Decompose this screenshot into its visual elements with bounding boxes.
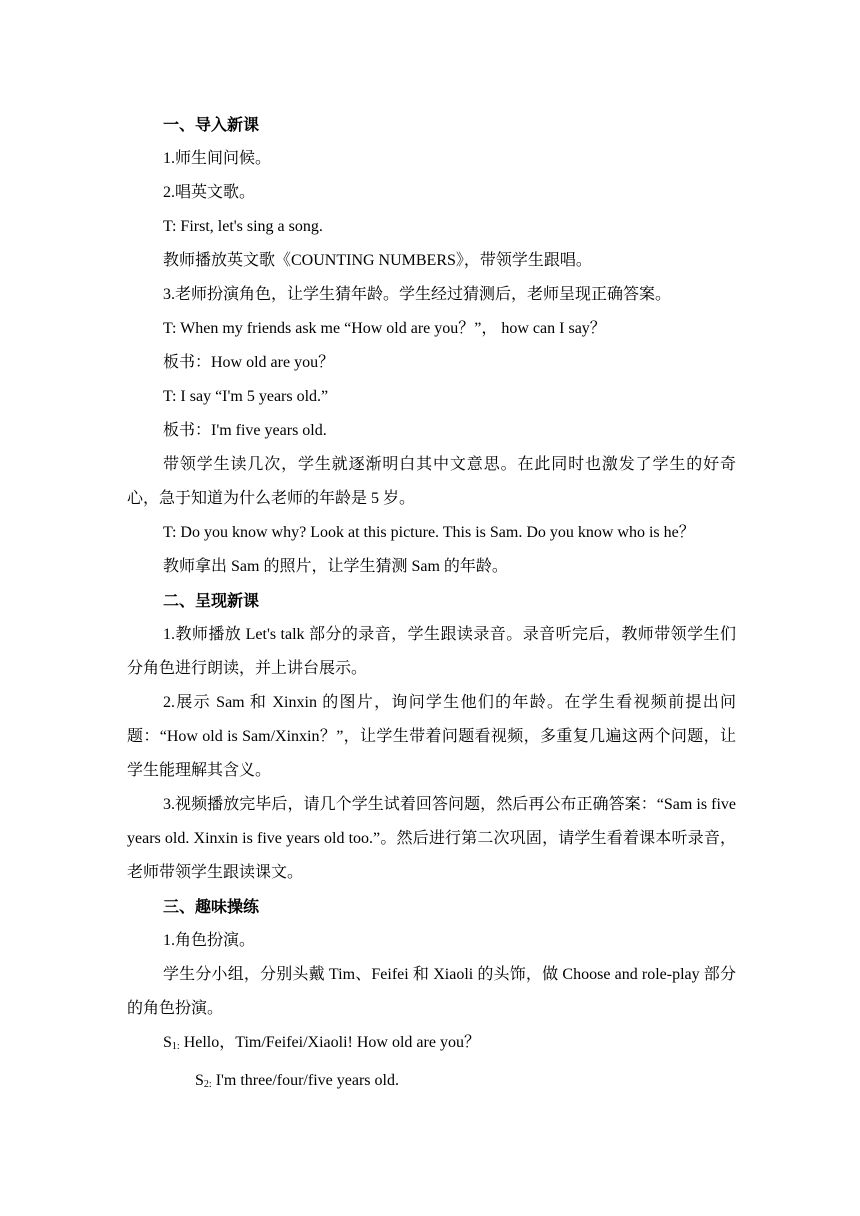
speaker-label: S <box>163 1034 172 1051</box>
paragraph: 教师拿出 Sam 的照片，让学生猜测 Sam 的年龄。 <box>163 558 508 575</box>
paragraph: 2.展示 Sam 和 Xinxin 的图片，询问学生他们的年龄。在学生看视频前提出问题：“How old is Sam/Xinxin？”，让学生带着问题看视频，多重复几遍这两个问题，让学生能理解其含义。 <box>127 694 736 779</box>
section-heading-3: 三、趣味操练 <box>163 897 260 916</box>
paragraph: 板书：I'm five years old. <box>163 422 327 439</box>
dialogue-text: I'm three/four/five years old. <box>211 1072 399 1089</box>
dialogue-text: Hello，Tim/Feifei/Xiaoli! How old are you？ <box>179 1034 480 1051</box>
paragraph: 教师播放英文歌《COUNTING NUMBERS》，带领学生跟唱。 <box>163 252 592 269</box>
paragraph: 带领学生读几次，学生就逐渐明白其中文意思。在此同时也激发了学生的好奇心，急于知道为什么老师的年龄是 5 岁。 <box>127 456 736 507</box>
speaker-label: S <box>195 1072 204 1089</box>
paragraph: 1.师生间问候。 <box>163 150 272 167</box>
speaker-subscript: 2: <box>203 1079 212 1090</box>
paragraph: 学生分小组，分别头戴 Tim、Feifei 和 Xiaoli 的头饰，做 Choose and role-play 部分的角色扮演。 <box>127 966 736 1017</box>
paragraph: T: Do you know why? Look at this picture. This is Sam. Do you know who is he？ <box>163 524 695 541</box>
paragraph: 板书：How old are you？ <box>163 354 335 371</box>
paragraph: 1.教师播放 Let's talk 部分的录音，学生跟读录音。录音听完后，教师带领学生们分角色进行朗读，并上讲台展示。 <box>127 626 736 677</box>
paragraph: 1.角色扮演。 <box>163 932 256 949</box>
speaker-subscript: 1: <box>171 1041 180 1052</box>
paragraph: T: When my friends ask me “How old are you？”， how can I say？ <box>163 320 606 337</box>
dialogue-line-1 <box>127 1026 736 1064</box>
paragraph: 3.老师扮演角色，让学生猜年龄。学生经过猜测后，老师呈现正确答案。 <box>163 286 672 303</box>
paragraph: 2.唱英文歌。 <box>163 184 256 201</box>
section-heading-1: 一、导入新课 <box>163 115 260 134</box>
dialogue-line-2 <box>127 1064 736 1102</box>
paragraph: T: I say “I'm 5 years old.” <box>163 388 329 405</box>
paragraph: 3.视频播放完毕后，请几个学生试着回答问题，然后再公布正确答案：“Sam is five years old. Xinxin is five years old too.”。然后进行第二次巩固，请学生看着课本听录音，老师带领学生跟读课文。 <box>127 796 736 881</box>
paragraph: T: First, let's sing a song. <box>163 218 323 235</box>
section-heading-2: 二、呈现新课 <box>163 591 260 610</box>
document-page <box>127 108 736 1102</box>
